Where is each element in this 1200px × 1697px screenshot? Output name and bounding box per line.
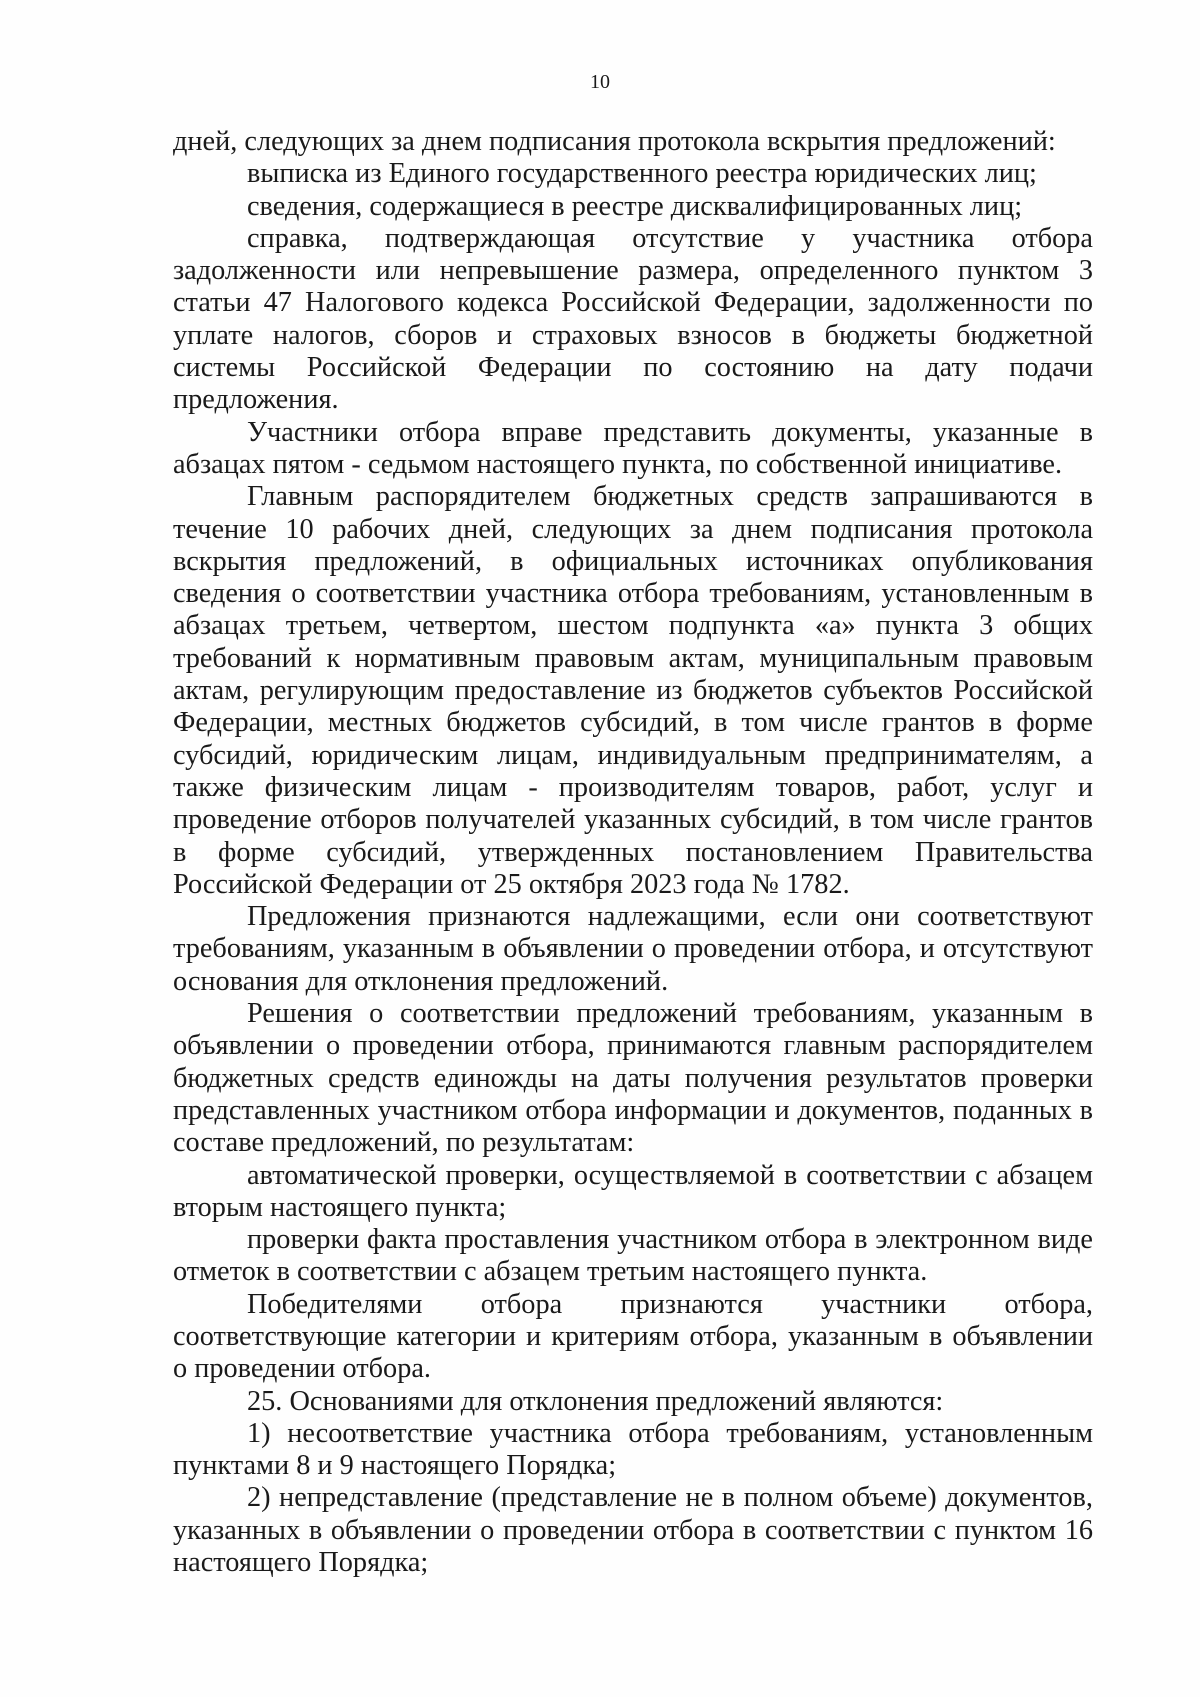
paragraph-proper-proposals: Предложения признаются надлежащими, если они соответствуют требованиям, указанным в объявлении о проведении отбора, и отсутствуют основания для отклонения предложений. [173,901,1093,997]
paragraph-own-initiative: Участники отбора вправе представить документы, указанные в абзацах пятом - седьмом настоящего пункта, по собственной инициативе. [173,416,1093,480]
paragraph-tax-certificate: справка, подтверждающая отсутствие у участника отбора задолженности или непревышение размера, определенного пунктом 3 статьи 47 Налогового кодекса Российской Федерации, задолженности по уплате налогов, сборов и страховых взносов в бюджеты бюджетной системы Российской Федерации по состоянию на дату подачи предложения. [173,222,1093,416]
paragraph-disqualified-registry: сведения, содержащиеся в реестре дисквалифицированных лиц; [247,190,1023,222]
paragraph-continuation: дней, следующих за днем подписания протокола вскрытия предложений: [173,126,1056,157]
paragraph-automatic-check: автоматической проверки, осуществляемой в соответствии с абзацем вторым настоящего пункта; [173,1159,1093,1223]
paragraph-electronic-marks-check: проверки факта проставления участником отбора в электронном виде отметок в соответствии с абзацем третьим настоящего пункта. [173,1224,1093,1288]
paragraph-rejection-ground-2: 2) непредставление (представление не в полном объеме) документов, указанных в объявлении о проведении отбора в соответствии с пунктом 16 настоящего Порядка; [173,1482,1093,1579]
document-body [173,126,1093,1579]
page-number: 10 [590,71,610,93]
paragraph-official-sources-request: Главным распорядителем бюджетных средств запрашиваются в течение 10 рабочих дней, следующих за днем подписания протокола вскрытия предложений, в официальных источниках опубликования сведения о соответствии участника отбора требованиям, установленным в абзацах третьем, четвертом, шестом подпункта «а» пункта 3 общих требований к нормативным правовым актам, муниципальным правовым актам, регулирующим предоставление из бюджетов субъектов Российской Федерации, местных бюджетов субсидий, в том числе грантов в форме субсидий, юридическим лицам, индивидуальным предпринимателям, а также физическим лицам - производителям товаров, работ, услуг и проведение отборов получателей указанных субсидий, в том числе грантов в форме субсидий, утвержденных постановлением Правительства Российской Федерации от 25 октября 2023 года № 1782. [173,481,1093,900]
paragraph-rejection-ground-1: 1) несоответствие участника отбора требованиям, установленным пунктами 8 и 9 настоящего Порядка; [173,1417,1093,1482]
paragraph-compliance-decisions: Решения о соответствии предложений требованиям, указанным в объявлении о проведении отбора, принимаются главным распорядителем бюджетных средств единожды на даты получения результатов проверки представленных участником отбора информации и документов, поданных в составе предложений, по результатам: [173,998,1093,1159]
paragraph-item-25-heading: 25. Основаниями для отклонения предложений являются: [247,1385,944,1417]
paragraph-egrul-extract: выписка из Единого государственного реестра юридических лиц; [247,158,1037,190]
paragraph-winners: Победителями отбора признаются участники отбора, соответствующие категории и критериям отбора, указанным в объявлении о проведении отбора. [173,1288,1093,1385]
